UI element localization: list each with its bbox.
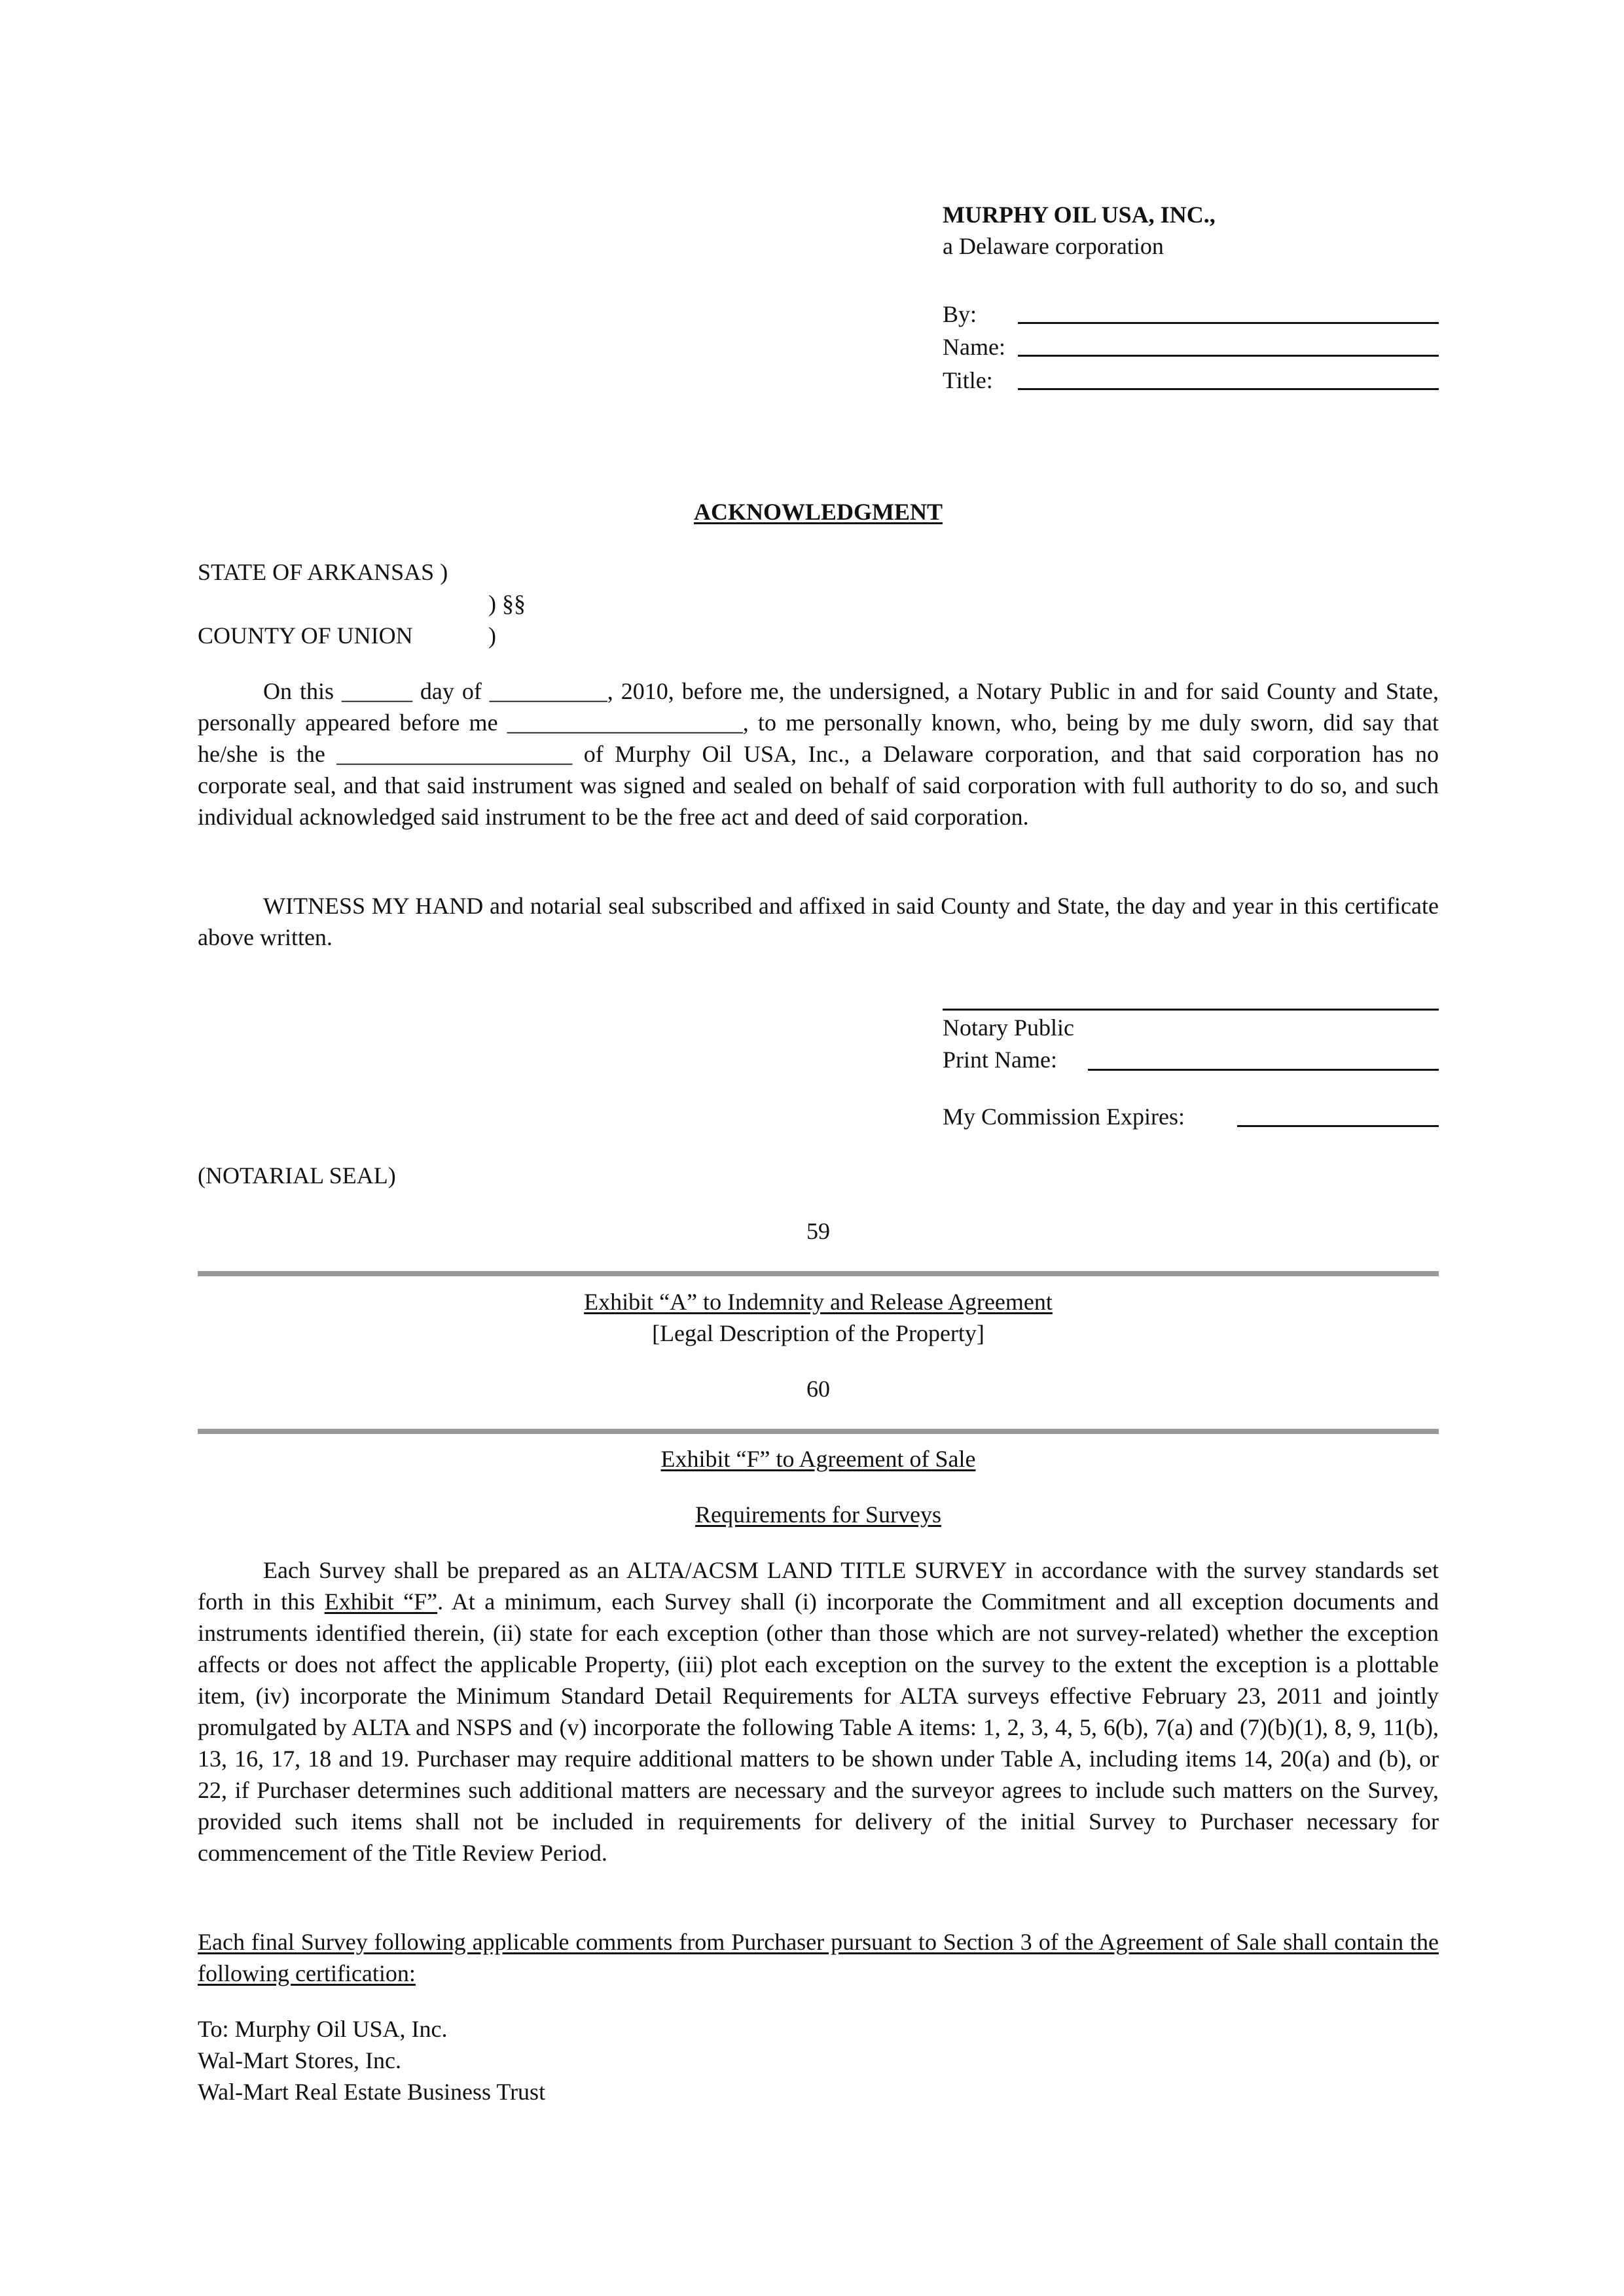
title-label: Title:	[943, 367, 993, 393]
county-paren: )	[488, 622, 496, 649]
page-divider	[198, 1271, 1439, 1276]
commission-line	[1237, 1125, 1439, 1127]
addressee-2: Wal-Mart Stores, Inc.	[198, 2047, 402, 2073]
exhibit-a-title: Exhibit “A” to Indemnity and Release Agreement	[584, 1289, 1053, 1315]
survey-requirements-paragraph	[198, 1554, 1439, 1869]
survey-text-lead: Each Survey shall be prepared as an ALTA/ACSM LAND TITLE SURVEY in accordance with the survey standards set forth in this	[198, 1557, 1439, 1615]
addressee-3: Wal-Mart Real Estate Business Trust	[198, 2079, 546, 2105]
commission-label: My Commission Expires:	[943, 1103, 1185, 1130]
notary-public-label: Notary Public	[943, 1014, 1074, 1041]
name-label: Name:	[943, 334, 1005, 360]
exhibit-f-title: Exhibit “F” to Agreement of Sale	[660, 1446, 976, 1472]
section-line: ) §§	[488, 590, 526, 617]
print-name-line	[1088, 1069, 1439, 1071]
county-label: COUNTY OF UNION	[198, 622, 413, 649]
certification-intro: Each final Survey following applicable comments from Purchaser pursuant to Section 3 of the Agreement of Sale shall contain the following certification:	[198, 1929, 1439, 1986]
state-line: STATE OF ARKANSAS )	[198, 559, 448, 585]
print-name-label: Print Name:	[943, 1047, 1057, 1073]
exhibit-a-subtitle: [Legal Description of the Property]	[652, 1320, 984, 1346]
survey-text-rest: . At a minimum, each Survey shall (i) incorporate the Commitment and all exception documents and instruments identified therein, (ii) state for each exception (other than those which are not survey-related) whether the exception affects or does not affect the applicable Property, (iii) plot each exception on the survey to the extent the exception is a plottable item, (iv) incorporate the Minimum Standard Detail Requirements for ALTA surveys effective February 23, 2011 and jointly promulgated by ALTA and NSPS and (v) incorporate the following Table A items: 1, 2, 3, 4, 5, 6(b), 7(a) and (7)(b)(1), 8, 9, 11(b), 13, 16, 17, 18 and 19. Purchaser may require additional matters to be shown under Table A, including items 14, 20(a) and (b), or 22, if Purchaser determines such additional matters are necessary and the surveyor agrees to include such matters on the Survey, provided such items shall not be included in requirements for delivery of the initial Survey to Purchaser necessary for commencement of the Title Review Period.	[198, 1588, 1439, 1866]
acknowledgment-body: On this ______ day of __________, 2010, before me, the undersigned, a Notary Public in and for said County and State, personally appeared before me ____________________, to me personally known, who, being by me duly sworn, did say that he/she is the ____________________ of Murphy Oil USA, Inc., a Delaware corporation, and that said corporation has no corporate seal, and that said instrument was signed and sealed on behalf of said corporation with full authority to do so, and such individual acknowledged said instrument to be the free act and deed of said corporation.	[198, 678, 1439, 830]
addressee-1: To: Murphy Oil USA, Inc.	[198, 2016, 448, 2042]
title-signature-line	[1018, 388, 1439, 390]
notary-signature-line	[943, 1009, 1439, 1011]
exhibit-f-subtitle: Requirements for Surveys	[695, 1501, 941, 1528]
by-signature-line	[1018, 322, 1439, 324]
page-divider	[198, 1429, 1439, 1434]
notarial-seal-label: (NOTARIAL SEAL)	[198, 1162, 396, 1189]
company-entity: a Delaware corporation	[943, 233, 1164, 259]
page-number-59: 59	[806, 1218, 830, 1244]
name-signature-line	[1018, 355, 1439, 357]
witness-paragraph: WITNESS MY HAND and notarial seal subscribed and affixed in said County and State, the day and year in this certificate above written.	[198, 893, 1439, 950]
page-number-60: 60	[806, 1376, 830, 1402]
company-name: MURPHY OIL USA, INC.,	[943, 202, 1216, 228]
acknowledgment-heading: ACKNOWLEDGMENT	[693, 499, 943, 525]
exhibit-f-reference: Exhibit “F”	[324, 1588, 438, 1615]
by-label: By:	[943, 301, 977, 327]
